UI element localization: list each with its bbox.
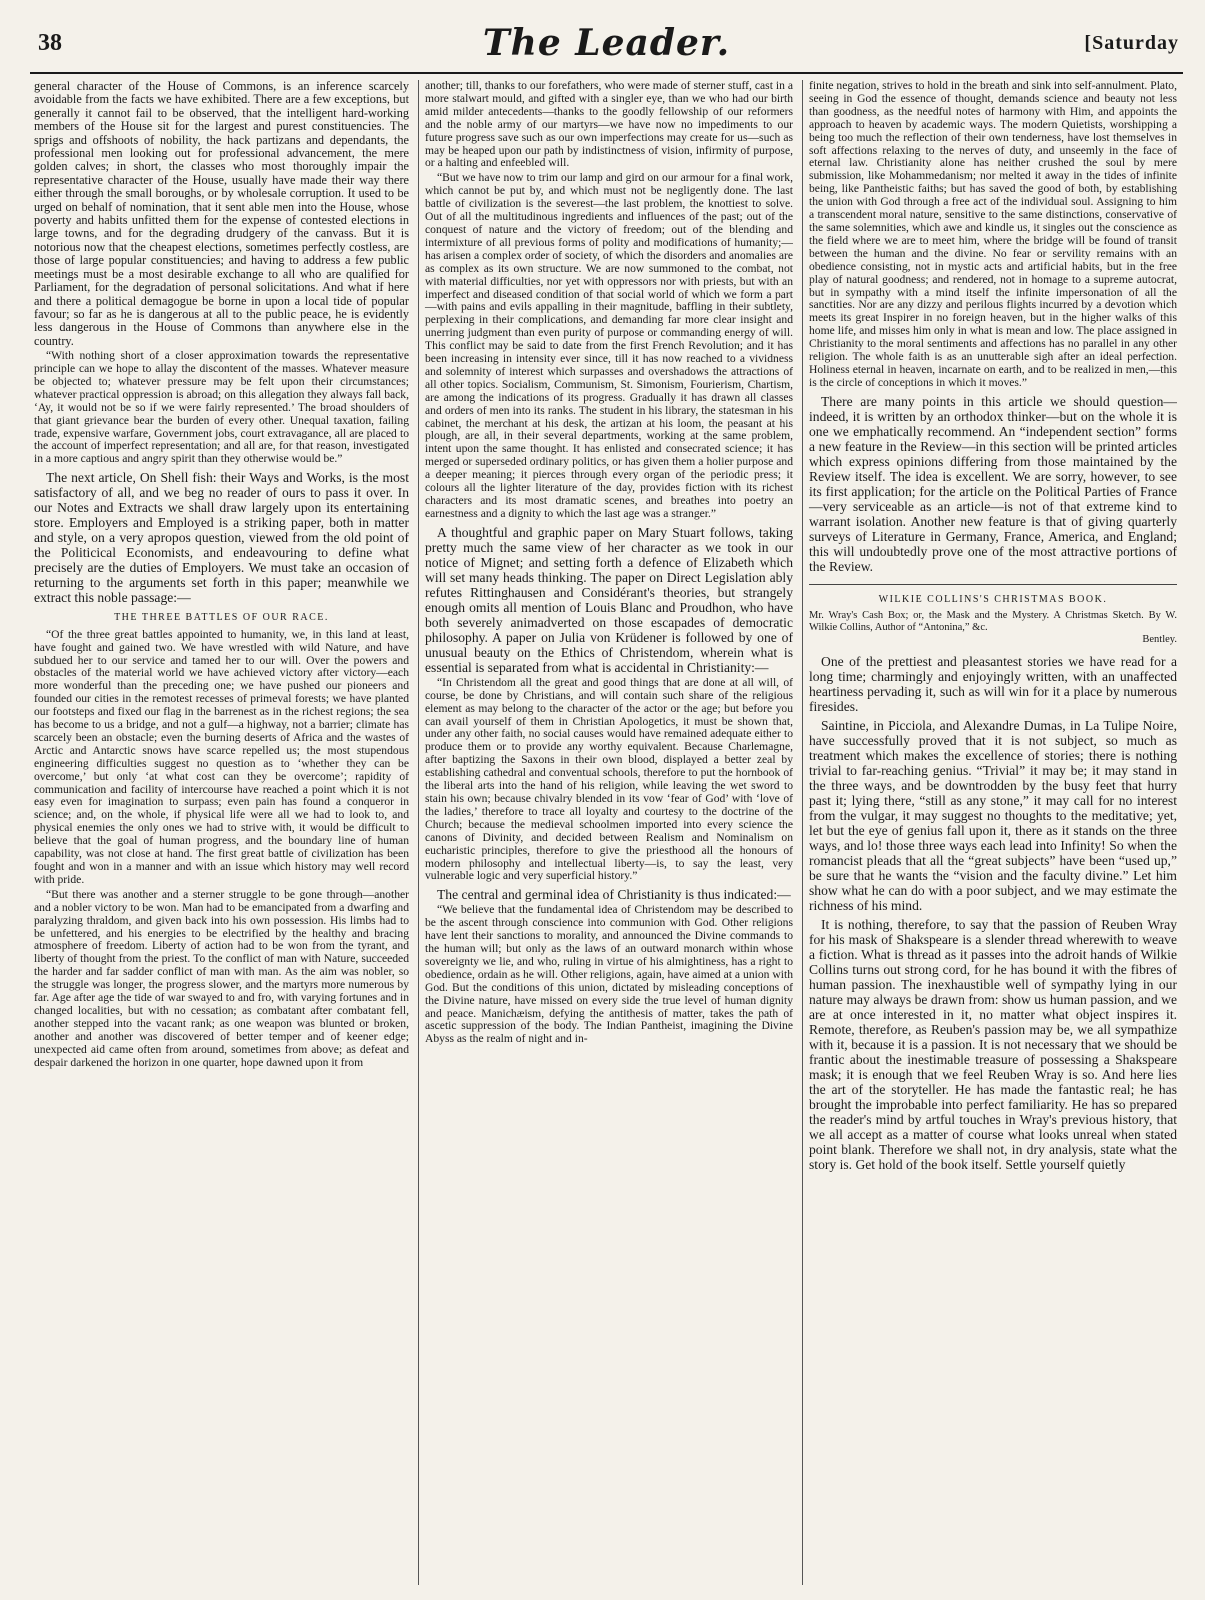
column-3 xyxy=(802,80,1177,1585)
quoted-paragraph: another; till, thanks to our forefathers, who were made of sterner stuff, cast in a more stalwart mould, and gifted with a singler eye, than we who had our birth amid milder antecedents—thanks to the goodly fellowship of our reformers and the noble army of our martyrs—we have now no impediments to our future progress save such as our own imperfections may create for us—such as may be heaped upon our path by indistinctness of vision, infirmity of purpose, or a halting and enfeebled will. xyxy=(425,80,793,170)
book-title: Mr. Wray's Cash Box; or, the Mask and the Mystery. A Christmas Sketch. By W. Wilkie Collins, Author of “Antonina,” &c. xyxy=(809,610,1177,634)
quoted-paragraph: “But there was another and a sterner struggle to be gone through—another and a nobler victory to be won. Man had to be emancipated from a dwarfing and paralyzing thraldom, and given back into his own possession. His limbs had to be unfettered, and his energies to be electrified by the healthy and bracing atmosphere of freedom. Liberty of action had to be won from the tyrant, and liberty of thought from the priest. To the conflict of man with Nature, succeeded the harder and far sadder conflict of man with man. As the aim was nobler, so the struggle was longer, the progress slower, and the martyrs more numerous by far. Age after age the tide of war swayed to and fro, with varying fortunes and in changed localities, but with no cessation; as combatant after combatant fell, another stepped into the vacant rank; as one weapon was blunted or broken, another and another was discovered of better temper and of keener edge; unexpected aid came often from around, sometimes from above; as defeat and despair darkened the horizon in one quarter, hope dawned upon it from xyxy=(34,887,409,1069)
paragraph: One of the prettiest and pleasantest stories we have read for a long time; charmingly and enjoyingly written, with an unaffected heartiness pervading it, such as will win for it a place by numerous firesides. xyxy=(809,654,1177,715)
column-2 xyxy=(418,80,793,1585)
paragraph: It is nothing, therefore, to say that the passion of Reuben Wray for his mask of Shakspeare is a slender thread wherewith to weave a fiction. What is thread as it passes into the adroit hands of Wilkie Collins turns out strong cord, for he has bound it with the fibres of human passion. The inexhaustible well of sympathy lying in our nature may always be drawn from: show us human passion, and we are at once interested in it, no matter what object inspires it. Remote, therefore, as Reuben's passion may be, we all sympathize with it, because it is a passion. It is not necessary that we should be frantic about the inestimable treasure of possessing a Shakspeare mask; it is enough that we feel Reuben Wray is so. And here lies the art of the storyteller. He has made the fantastic real; he has brought the improbable into perfect familiarity. He has so prepared the reader's mind by artful touches in Wray's previous history, that we all accept as a matter of course what looks unreal when stated point blank. Therefore we shall not, in dry analysis, state what the story is. Get hold of the book itself. Settle yourself quietly xyxy=(809,917,1177,1173)
newspaper-title: The Leader. xyxy=(482,22,731,64)
issue-day: [Saturday xyxy=(1084,32,1179,54)
section-heading: THE THREE BATTLES OF OUR RACE. xyxy=(114,612,329,624)
quoted-paragraph: “Of the three great battles appointed to humanity, we, in this land at least, have fought and gained two. We have wrestled with wild Nature, and have subdued her to our service and tamed her to our will. Over the powers and obstacles of the material world we have achieved victory after victory—each more wonderful than the preceding one; we have pushed our pioneers and founded our cities in the remotest recesses of primeval forests; we have planted our footsteps and fixed our flag in the barrenest as in the richest regions; the sea has become to us a bridge, and not a gulf—a highway, not a barrier; climate has scarcely been an obstacle; even the burning deserts of Africa and the wastes of Arctic and Antarctic snows have scarce repelled us; the most stupendous engineering difficulties suggest no question as to ‘whether they can be overcome,’ but only ‘at what cost can they be overcome’; rapidity of communication and facility of intercourse have reached a point which it is not easy even for imagination to surpass; even pain has found a conqueror in science; and, on the whole, if physical life were all we had to look to, and physical enemies the only ones we had to strive with, it would be difficult to believe that the goal of human progress, and the boundary line of human capability, was not close at hand. The first great battle of civilization has been fought and won in a manner and with an issue which history may well record with pride. xyxy=(34,627,409,886)
quoted-paragraph: “In Christendom all the great and good things that are done at all will, of course, be done by Christians, and will contain such share of the religious element as may belong to the character of the actor or the age; but before you can avail yourself of them in Christian Apologetics, it must be shown that, under any other faith, no social causes would have remained adequate either to produce them or to provide any worthy equivalent. Because Charlemagne, after baptizing the Saxons in their own blood, displayed a better zeal by establishing cathedral and conventual schools, therefore to put the hornbook of the liberal arts into the hand of his religion, while leaving the wet sword to stain his own; because chivalry blended in its vow ‘fear of God’ with ‘love of the ladies,’ therefore to trace all loyalty and courtesy to the doctrine of the Church; because the medieval schoolmen imported into every science the canons of Divinity, and decided between Realism and Nominalism on eucharistic principles, therefore to give the priesthood all the honours of modern philosophy and intellectual liberty—is, to say the least, very vulnerable logic and very superficial history.” xyxy=(425,675,793,883)
paragraph: A thoughtful and graphic paper on Mary Stuart follows, taking pretty much the same view of her character as we took in our notice of Mignet; and setting forth a defence of Elizabeth which will set many heads thinking. The paper on Direct Legislation ably refutes Rittinghausen and Considérant's theories, but strangely enough omits all mention of Louis Blanc and Proudhon, who have both severely animadverted on those escapades of democratic philosophy. A paper on Julia von Krüdener is followed by one of unusual beauty on the Ethics of Christendom, wherein what is essential is separated from what is accidental in Christianity:— xyxy=(425,524,793,675)
publisher: Bentley. xyxy=(1142,634,1177,646)
paragraph: general character of the House of Commons, is an inference scarcely avoidable from the facts we have exhibited. There are a few exceptions, but generally it cannot fail to be observed, that the intelligent hard-working members of the House sit for the largest and purest constituencies. The sprigs and offshoots of nobility, the hack partizans and dependants, the professional men looking out for professional advancement, the mere golden calves; in short, the classes who most thoroughly impair the representative character of the House, usually have made their way there either through the small boroughs, or by wholesale corruption. It used to be urged on behalf of nomination, that it sent able men into the House, whose poverty and habits unfitted them for the expense of contested elections in large towns, and for the degrading drudgery of the canvass. But it is notorious now that the cheapest elections, sometimes perfectly costless, are those of large popular constituencies; and having to address a few public meetings must be a most desirable exchange to all who are qualified for Parliament, for the degradation of personal solicitations. And what if here and there a political demagogue be borne in upon a local tide of popular favour; so far as he is dangerous at all to the public peace, he is evidently less dangerous in the House of Commons than anywhere else in the country. xyxy=(34,80,409,348)
paragraph: There are many points in this article we should question—indeed, it is written by an orthodox thinker—but on the whole it is one we emphatically recommend. An “independent section” forms a new feature in the Review—in this section will be printed articles which express opinions differing from those maintained by the Review itself. The idea is excellent. We are sorry, however, to see its first application; for the article on the Political Parties of France—very serviceable as an article—is not of that extreme kind to warrant isolation. Another new feature is that of giving quarterly surveys of Literature in Germany, France, America, and England; this will undoubtedly prove one of the most attractive portions of the Review. xyxy=(809,393,1177,574)
quoted-paragraph: “But we have now to trim our lamp and gird on our armour for a final work, which cannot be put by, and which must not be negligently done. The last battle of civilization is the severest—the last problem, the knottiest to solve. Out of all the multitudinous ingredients and influences of the past; out of the conquest of nature and the victory of freedom; out of the blending and intermixture of all previous forms of polity and modifications of humanity;—has arisen a complex order of society, of which the disorders and anomalies are as complex as its own structure. We are now summoned to the combat, not with material difficulties, nor yet with oppressors nor with priests, but with an imperfect and diseased condition of that social world of which we form a part—with pains and evils appalling in their magnitude, baffling in their subtlety, perplexing in their complications, and demanding far more clear insight and unerring judgment than even purity of purpose or commanding energy of will. This conflict may be said to date from the first French Revolution; and it has been increasing in intensity ever since, till it has now reached to a vividness and solemnity of interest which surpasses and overshadows the attractions of all other topics. Socialism, Communism, St. Simonism, Fourierism, Chartism, are among the indications of its progress. Gradually it has drawn all classes and orders of men into its ranks. The student in his library, the statesman in his cabinet, the merchant at his desk, the artizan at his loom, the peasant at his plough, are all, in their several departments, working at the same problem, intent upon the same thought. It has enlisted and consecrated science; it has merged or superseded ordinary politics, or has given them a holier purpose and a deeper meaning; it pierces through every organ of the periodic press; it colours all the lighter literature of the day, provides fiction with its richest characters and its most dramatic scenes, and breathes into poetry an earnestness and a dignity to which the last age was a stranger.” xyxy=(425,171,793,520)
quoted-paragraph: “With nothing short of a closer approximation towards the representative principle can we hope to allay the discontent of the masses. Whatever measure be objected to; whatever pressure may be felt upon their circumstances; whatever practical oppression is abroad; on this allegation they always fall back, ‘Ay, it would not be so if we were fairly represented.’ The broad shoulders of that giant grievance bear the burden of every other. Unequal taxation, failing trade, expensive warfare, Government jobs, court extravagance, all are placed to the account of imperfect representation; and all are, for that reason, investigated in a more captious and angry spirit than they otherwise would be.” xyxy=(34,349,409,466)
masthead xyxy=(30,22,1183,74)
quoted-paragraph: “We believe that the fundamental idea of Christendom may be described to be the ascent through conscience into communion with God. Other religions have lent their sanctions to morality, and announced the Divine commands to the human will; but only as the laws of an outward monarch within whose sovereignty we lie, and who, ruling in virtue of his almightiness, has a right to obedience, ordain as he will. Other religions, again, have aimed at a union with God. But the conditions of this union, dictated by misleading conceptions of the Divine nature, have missed on every side the true level of human dignity and peace. Manichæism, defying the antithesis of matter, takes the path of ascetic suppression of the body. The Indian Pantheist, imagining the Divine Abyss as the realm of night and in- xyxy=(425,903,793,1046)
book-citation xyxy=(809,610,1177,646)
quoted-paragraph: finite negation, strives to hold in the breath and sink into self-annulment. Plato, seeing in God the essence of thought, demands science and beauty not less than goodness, as the needful notes of harmony with Him, and appoints the approach to heaven by academic ways. The modern Quietists, worshipping a being too much the reflection of their own tenderness, have lost themselves in soft affections relaxing to the nerves of duty, and unseemly in the face of eternal law. Christianity alone has neither crushed the soul by mere submission, like Mohammedanism; nor melted it away in the tides of infinite being, like Pantheistic faiths; but has saved the good of both, by establishing the union with God through a free act of the individual soul. Assigning to him a transcendent moral nature, sensitive to the same distinctions, conservative of the same solemnities, which awe and kindle us, it singles out the conscience as the field where we are to meet him, where the bridge will be found of transit between the human and the divine. No fear or servility remains with an obedience consisting, not in mystic acts and artificial habits, but in the free play of natural goodness; and rendered, not in homage to a supreme autocrat, but in sympathy with a mind itself the infinite impersonation of all the sanctities. Nor are any dizzy and perilous flights incurred by a devotion which meets its great Inspirer in no foreign heaven, but in the higher walks of this home life, and misses him only in what is mean and low. The place assigned in Christianity to the moral sentiments and affections has no parallel in any other religion. The whole faith is as an unutterable sigh after an ideal perfection. Holiness eternal in heaven, incarnate on earth, and to be realized in men,—this is the circle of conceptions in which it moves.” xyxy=(809,80,1177,389)
page-number: 38 xyxy=(38,30,62,56)
paragraph: The central and germinal idea of Christianity is thus indicated:— xyxy=(437,887,791,903)
divider xyxy=(809,584,1177,585)
article-columns xyxy=(34,80,1179,1585)
review-heading: WILKIE COLLINS'S CHRISTMAS BOOK. xyxy=(878,593,1108,605)
column-1 xyxy=(34,80,409,1585)
paragraph: Saintine, in Picciola, and Alexandre Dumas, in La Tulipe Noire, have successfully proved that it is not subject, so much as treatment which makes the excellence of stories; there is nothing trivial to far-reaching genius. “Trivial” it may be; it may stand in the three ways, and be downtrodden by the busy feet that hurry past it; lying there, “still as any stone,” it may call for no interest from the vulgar, it may suggest no thoughts to the meditative; yet, let but the eye of genius fall upon it, there as it stands on the three ways, and lo! those three ways each lead into Infinity! So when the romancist pleads that all the “great subjects” have been “used up,” be sure that he wants the “vision and the faculty divine.” Let him show what he can do with a poor subject, and we may estimate the richness of his mind. xyxy=(809,718,1177,914)
paragraph: The next article, On Shell fish: their Ways and Works, is the most satisfactory of all, and we beg no reader of ours to pass it over. In our Notes and Extracts we shall draw largely upon its entertaining store. Employers and Employed is a striking paper, both in matter and style, on a very apropos question, viewed from the old point of the Politicical Economists, and endeavouring to define what precisely are the duties of Employers. We must take an occasion of returning to the arguments set forth in this paper; meanwhile we extract this noble passage:— xyxy=(34,470,409,606)
